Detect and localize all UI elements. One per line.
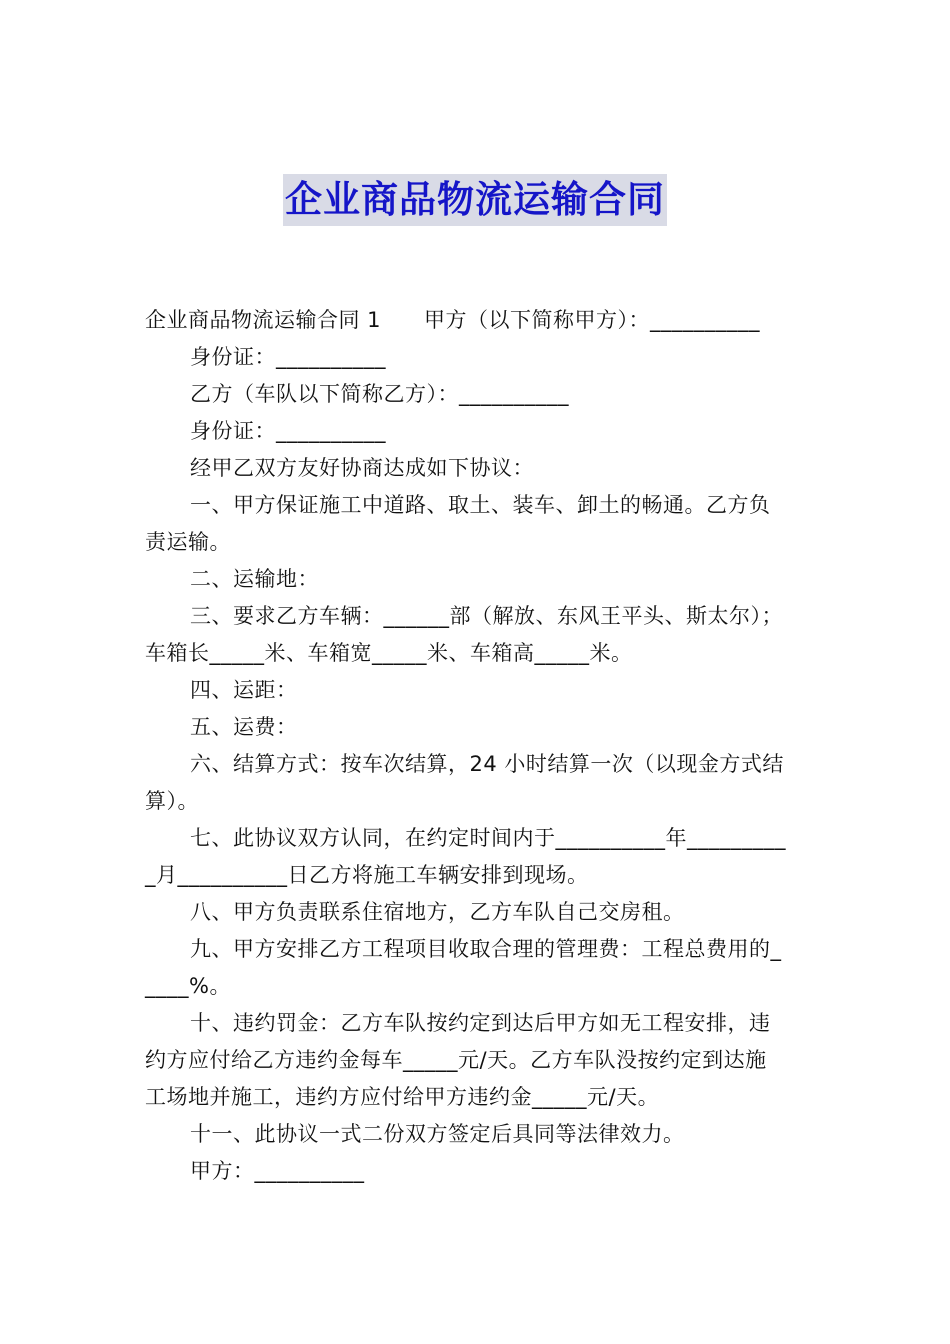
page-title — [0, 174, 950, 226]
contract-line: 四、运距： — [190, 678, 298, 702]
contract-line: 六、结算方式：按车次结算，24 小时结算一次（以现金方式结 — [190, 752, 784, 776]
contract-line: 十、违约罚金：乙方车队按约定到达后甲方如无工程安排，违 — [190, 1011, 771, 1035]
contract-line: 乙方（车队以下简称乙方）：__________ — [190, 382, 569, 406]
contract-line: 五、运费： — [190, 715, 298, 739]
contract-line: 身份证：__________ — [190, 345, 386, 369]
contract-line: 车箱长_____米、车箱宽_____米、车箱高_____米。 — [145, 641, 633, 665]
contract-line: 经甲乙双方友好协商达成如下协议： — [190, 456, 534, 480]
contract-line: ____%。 — [145, 974, 231, 998]
contract-line: 一、甲方保证施工中道路、取土、装车、卸土的畅通。乙方负 — [190, 493, 771, 517]
page-title-text: 企业商品物流运输合同 — [283, 174, 667, 226]
contract-line: 甲方：__________ — [190, 1159, 365, 1183]
contract-line: 九、甲方安排乙方工程项目收取合理的管理费：工程总费用的_ — [190, 937, 782, 961]
contract-line: _月__________日乙方将施工车辆安排到现场。 — [145, 863, 589, 887]
contract-line: 二、运输地： — [190, 567, 319, 591]
contract-line: 七、此协议双方认同，在约定时间内于__________年_________ — [190, 826, 786, 850]
contract-line: 十一、此协议一式二份双方签定后具同等法律效力。 — [190, 1122, 685, 1146]
contract-line: 责运输。 — [145, 530, 231, 554]
contract-line: 三、要求乙方车辆：______部（解放、东风王平头、斯太尔）； — [190, 604, 783, 628]
contract-line: 企业商品物流运输合同 1 甲方（以下简称甲方）：__________ — [145, 308, 761, 332]
contract-line: 工场地并施工，违约方应付给甲方违约金_____元/天。 — [145, 1085, 660, 1109]
contract-body — [145, 302, 815, 1190]
contract-line: 八、甲方负责联系住宿地方，乙方车队自己交房租。 — [190, 900, 685, 924]
contract-line: 约方应付给乙方违约金每车_____元/天。乙方车队没按约定到达施 — [145, 1048, 767, 1072]
contract-line: 算）。 — [145, 789, 199, 813]
contract-line: 身份证：__________ — [190, 419, 386, 443]
